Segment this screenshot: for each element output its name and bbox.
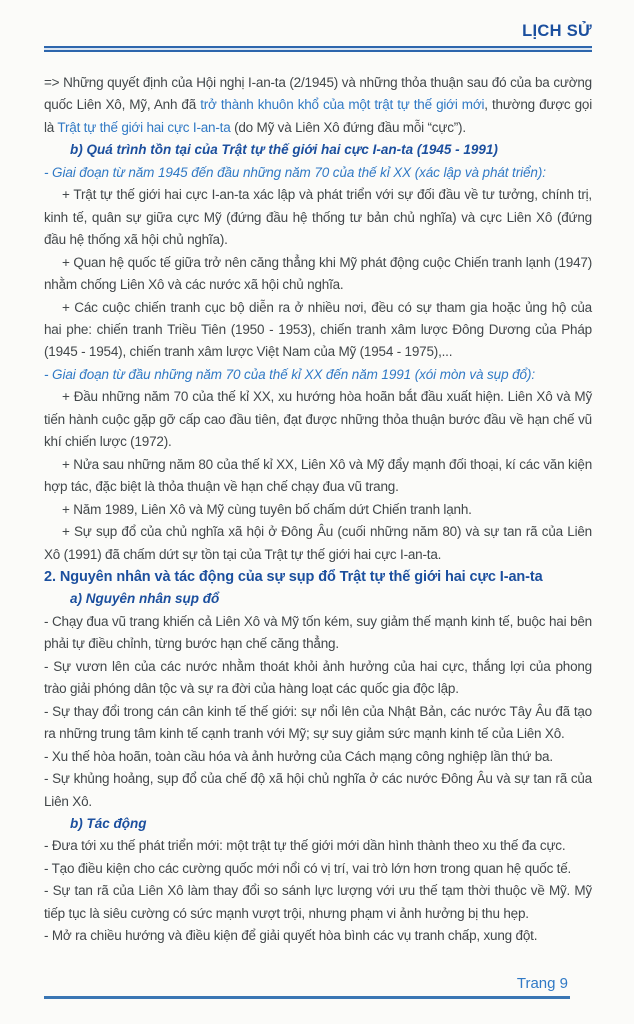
cause-arms-race — [44, 611, 592, 656]
document-body — [44, 72, 592, 948]
highlighted-term: Trật tự thế giới hai cực I-an-ta — [57, 119, 231, 135]
text-run: - Sự thay đổi trong cán cân kinh tế thế giới: sự nổi lên của Nhật Bản, các nước Tây Âu đã tạo ra những trung tâm kinh tế cạnh tranh với Mỹ; sự suy giảm sức mạnh kinh tế của Liên Xô. — [44, 703, 592, 742]
heading-a-collapse-causes — [44, 588, 592, 610]
text-run: => Những quyết định của Hội nghị I-an-ta (2/1945) và những thỏa thuận sau đó của ba cường quốc Liên Xô, Mỹ, Anh đã — [44, 75, 592, 113]
point-local-wars — [44, 297, 592, 364]
impact-us-advantage — [44, 880, 592, 925]
point-establishment-confrontation — [44, 184, 592, 251]
phase-label-70s-1991 — [44, 364, 592, 386]
text-run: - Sự vươn lên của các nước nhằm thoát khỏi ảnh hưởng của hai cực, thắng lợi của phong trào giải phóng dân tộc và sự ra đời của hàng loạt các quốc gia độc lập. — [44, 658, 592, 697]
intro-summary — [44, 72, 592, 139]
text-run: - Sự khủng hoảng, sụp đổ của chế độ xã hội chủ nghĩa ở các nước Đông Âu và sự tan rã của Liên Xô. — [44, 771, 592, 809]
point-1989-end-cold-war — [44, 499, 592, 521]
point-detente-1972 — [44, 386, 592, 453]
text-run: - Đưa tới xu thế phát triển mới: một trật tự thế giới mới dần hình thành theo xu thế đa cực. — [44, 838, 566, 854]
text-run: - Chạy đua vũ trang khiến cả Liên Xô và Mỹ tốn kém, suy giảm thế mạnh kinh tế, buộc hai bên phải tự điều chỉnh, từng bước hạn chế căng thẳng. — [44, 613, 592, 652]
text-run: + Trật tự thế giới hai cực I-an-ta xác lập và phát triển với sự đối đầu về tư tưởng, chính trị, kinh tế, quân sự giữa cực Mỹ (đứng đầu hệ thống tư bản chủ nghĩa) và cực Liên Xô (đứng đầu hệ thống xã hội chủ nghĩa). — [44, 187, 592, 248]
text-run: + Năm 1989, Liên Xô và Mỹ cùng tuyên bố chấm dứt Chiến tranh lạnh. — [62, 501, 472, 517]
text-run: + Sự sụp đổ của chủ nghĩa xã hội ở Đông Âu (cuối những năm 80) và sự tan rã của Liên Xô (1991) đã chấm dứt sự tồn tại của Trật tự thế giới hai cực I-an-ta. — [44, 524, 592, 562]
text-run: + Quan hệ quốc tế giữa trở nên căng thẳng khi Mỹ phát động cuộc Chiến tranh lạnh (1947) nhằm chống Liên Xô và các nước xã hội chủ nghĩa. — [44, 254, 592, 293]
text-run: + Đầu những năm 70 của thế kỉ XX, xu hướng hòa hoãn bắt đầu xuất hiện. Liên Xô và Mỹ tiến hành cuộc gặp gỡ cấp cao đầu tiên, đạt được những thỏa thuận bước đầu về hạn chế vũ khí chiến lược (1972). — [44, 389, 592, 450]
text-run: - Giai đoạn từ năm 1945 đến đầu những năm 70 của thế kỉ XX (xác lập và phát triển): — [44, 164, 546, 180]
page-footer — [44, 975, 592, 999]
cause-socialist-collapse — [44, 768, 592, 813]
point-dialogue-80s — [44, 454, 592, 499]
text-run: - Mở ra chiều hướng và điều kiện để giải quyết hòa bình các vụ tranh chấp, xung đột. — [44, 928, 538, 944]
header-rule — [44, 46, 592, 52]
text-run: b) Quá trình tồn tại của Trật tự thế giới hai cực I-an-ta (1945 - 1991) — [70, 142, 498, 158]
cause-detente-globalization — [44, 746, 592, 768]
page-number-label: Trang 9 — [516, 975, 568, 992]
cause-economic-shift — [44, 701, 592, 746]
text-run: , thường được gọi là — [44, 97, 592, 135]
header-subject-title: LỊCH SỬ — [522, 22, 592, 40]
heading-2-causes-impacts — [44, 566, 592, 588]
point-collapse-1991 — [44, 521, 592, 566]
text-run: - Giai đoạn từ đầu những năm 70 của thế kỉ XX đến năm 1991 (xói mòn và sụp đổ): — [44, 366, 536, 382]
cause-rise-of-nations — [44, 656, 592, 701]
text-run: a) Nguyên nhân sụp đổ — [70, 591, 220, 607]
footer-rule — [44, 996, 570, 999]
impact-emerging-powers — [44, 858, 592, 880]
text-run: + Các cuộc chiến tranh cục bộ diễn ra ở nhiều nơi, đều có sự tham gia hoặc ủng hộ của hai phe: chiến tranh Triều Tiên (1950 - 1953), chiến tranh xâm lược Đông Dương của Pháp (1945 - 1954), chiến tranh xâm lược Việt Nam của Mỹ (1954 - 1975),... — [44, 299, 592, 360]
impact-peaceful-resolution — [44, 925, 592, 947]
text-run: + Nửa sau những năm 80 của thế kỉ XX, Liên Xô và Mỹ đẩy mạnh đối thoại, kí các văn kiện hợp tác, đặc biệt là thỏa thuận về hạn chế chạy đua vũ trang. — [44, 456, 592, 495]
text-run: 2. Nguyên nhân và tác động của sự sụp đổ Trật tự thế giới hai cực I-an-ta — [44, 568, 543, 585]
text-run: b) Tác động — [70, 815, 147, 831]
impact-multipolar-trend — [44, 835, 592, 857]
text-run: (do Mỹ và Liên Xô đứng đầu mỗi “cực”). — [230, 119, 466, 135]
phase-label-1945-70 — [44, 162, 592, 184]
text-run: - Sự tan rã của Liên Xô làm thay đổi so sánh lực lượng với ưu thế tạm thời thuộc về Mỹ. Mỹ tiếp tục là siêu cường có sức mạnh vượt trội, nhưng phạm vi ảnh hưởng bị thu hẹp. — [44, 883, 592, 921]
point-cold-war-1947 — [44, 252, 592, 297]
text-run: - Tạo điều kiện cho các cường quốc mới nổi có vị trí, vai trò lớn hơn trong quan hệ quốc tế. — [44, 860, 572, 876]
highlighted-term: trở thành khuôn khổ của một trật tự thế giới mới — [200, 97, 485, 113]
page-header — [44, 22, 592, 52]
heading-process-1945-1991 — [44, 139, 592, 161]
heading-b-impacts — [44, 813, 592, 835]
text-run: - Xu thế hòa hoãn, toàn cầu hóa và ảnh hưởng của Cách mạng công nghiệp lần thứ ba. — [44, 748, 553, 764]
